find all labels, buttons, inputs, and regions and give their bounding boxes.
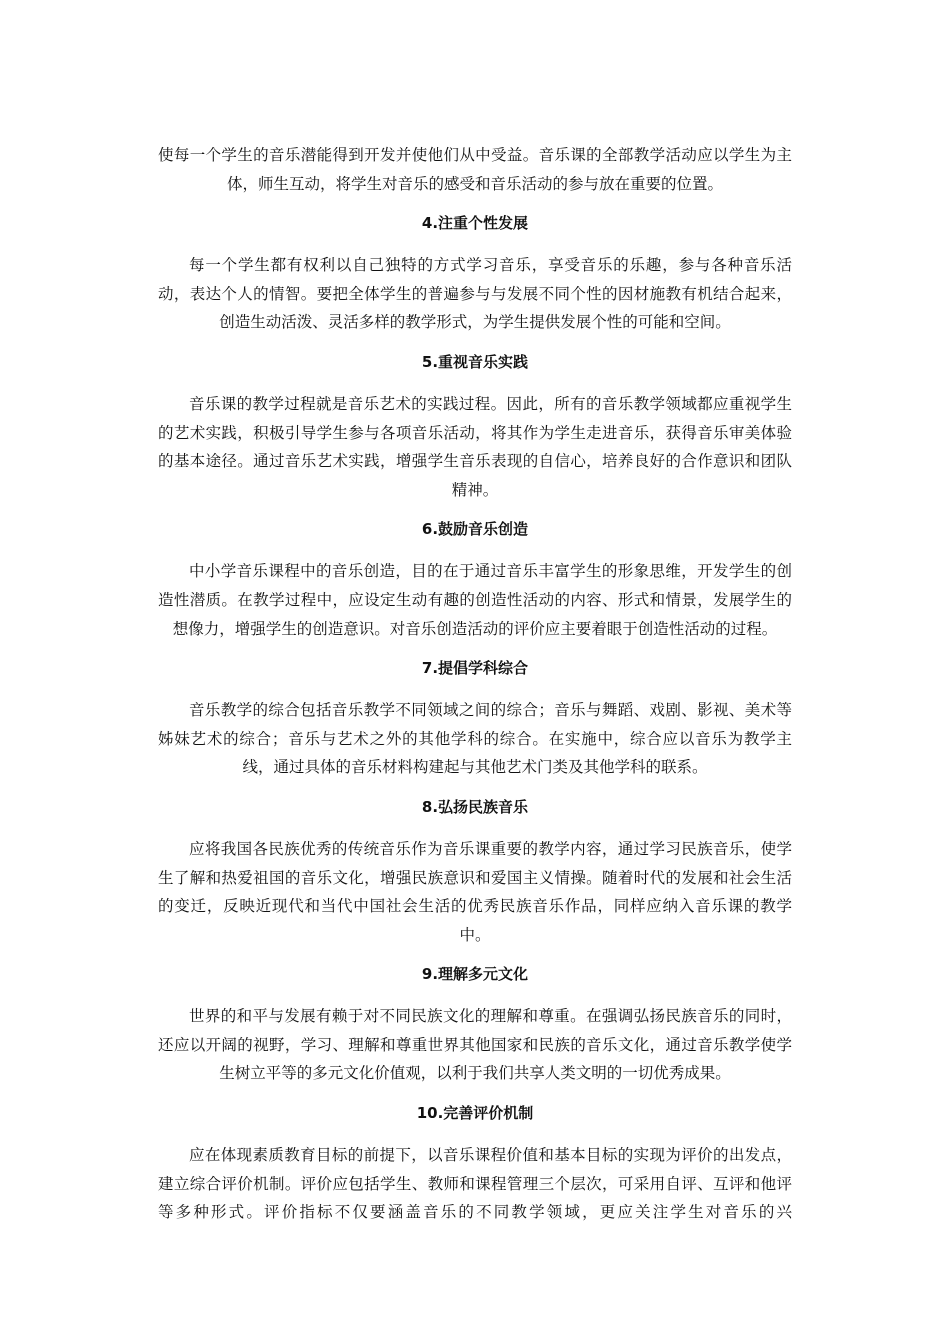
section-body-5: 音乐课的教学过程就是音乐艺术的实践过程。因此，所有的音乐教学领域都应重视学生的艺术实践，积极引导学生参与各项音乐活动，将其作为学生走进音乐，获得音乐审美体验的基本途径。通过音乐艺术实践，增强学生音乐表现的自信心，培养良好的合作意识和团队精神。: [158, 394, 792, 499]
document-page: [158, 141, 792, 1227]
section-body-4: 每一个学生都有权利以自己独特的方式学习音乐，享受音乐的乐趣，参与各种音乐活动，表达个人的情智。要把全体学生的普遍参与与发展不同个性的因材施教有机结合起来，创造生动活泼、灵活多样的教学形式，为学生提供发展个性的可能和空间。: [158, 256, 792, 332]
section-body-9: 世界的和平与发展有赖于对不同民族文化的理解和尊重。在强调弘扬民族音乐的同时，还应以开阔的视野，学习、理解和尊重世界其他国家和民族的音乐文化，通过音乐教学使学生树立平等的多元文化价值观，以利于我们共享人类文明的一切优秀成果。: [158, 1007, 792, 1083]
section-body-6: 中小学音乐课程中的音乐创造，目的在于通过音乐丰富学生的形象思维，开发学生的创造性潜质。在教学过程中，应设定生动有趣的创造性活动的内容、形式和情景，发展学生的想像力，增强学生的创造意识。对音乐创造活动的评价应主要着眼于创造性活动的过程。: [158, 562, 792, 638]
section-body-10: 应在体现素质教育目标的前提下，以音乐课程价值和基本目标的实现为评价的出发点，建立综合评价机制。评价应包括学生、教师和课程管理三个层次，可采用自评、互评和他评等多种形式。评价指标不仅要涵盖音乐的不同教学领域，更应关注学生对音乐的兴: [158, 1146, 792, 1222]
intro-paragraph: 使每一个学生的音乐潜能得到开发并使他们从中受益。音乐课的全部教学活动应以学生为主体，师生互动，将学生对音乐的感受和音乐活动的参与放在重要的位置。: [158, 146, 792, 193]
section-heading-8: 8.弘扬民族音乐: [421, 797, 529, 816]
section-heading-7: 7.提倡学科综合: [421, 659, 529, 678]
section-heading-5: 5.重视音乐实践: [421, 352, 529, 371]
section-body-8: 应将我国各民族优秀的传统音乐作为音乐课重要的教学内容，通过学习民族音乐，使学生了解和热爱祖国的音乐文化，增强民族意识和爱国主义情操。随着时代的发展和社会生活的变迁，反映近现代和当代中国社会生活的优秀民族音乐作品，同样应纳入音乐课的教学中。: [158, 839, 792, 944]
section-heading-6: 6.鼓励音乐创造: [421, 520, 529, 539]
section-heading-4: 4.注重个性发展: [421, 214, 529, 233]
section-body-7: 音乐教学的综合包括音乐教学不同领域之间的综合；音乐与舞蹈、戏剧、影视、美术等姊妹艺术的综合；音乐与艺术之外的其他学科的综合。在实施中，综合应以音乐为教学主线，通过具体的音乐材料构建起与其他艺术门类及其他学科的联系。: [158, 701, 792, 777]
section-heading-9: 9.理解多元文化: [421, 965, 529, 984]
section-heading-10: 10.完善评价机制: [416, 1104, 534, 1123]
